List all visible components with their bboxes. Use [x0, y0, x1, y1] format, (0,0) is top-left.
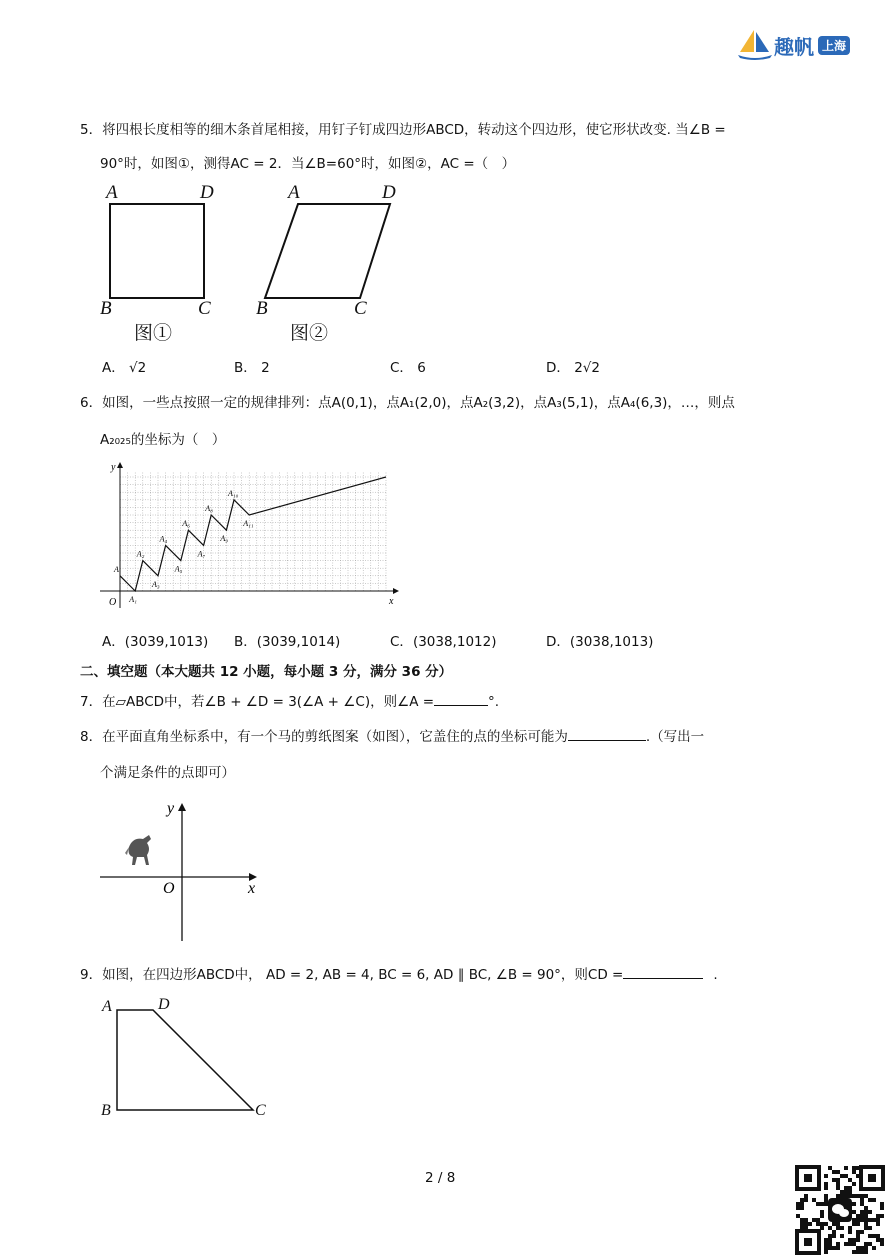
q6-figure	[95, 458, 405, 618]
fig1-label-d: D	[200, 182, 214, 203]
q5-line1: 5．将四根长度相等的细木条首尾相接，用钉子钉成四边形ABCD，转动这个四边形，使它形状改变. 当∠B =	[80, 122, 726, 138]
q6-line1: 6．如图，一些点按照一定的规律排列：点A(0,1)，点A₁(2,0)，点A₂(3,2)，点A₃(5,1)，点A₄(6,3)，…，则点	[80, 395, 735, 411]
q8-suffix: .（写出一	[645, 729, 705, 745]
q6-origin-label: O	[109, 597, 117, 608]
q6-point-label: A₇	[197, 549, 206, 559]
section2-title: 二、填空题（本大题共 12 小题，每小题 3 分，满分 36 分）	[80, 664, 453, 680]
q8-answer-blank[interactable]	[568, 728, 646, 741]
q6-option-c[interactable]: C．(3038,1012)	[390, 634, 497, 650]
q6-point-label: A₅	[174, 564, 183, 574]
q6-point-label: A₁	[129, 595, 137, 604]
q8-line1	[80, 725, 704, 745]
q9-prefix: 9．如图，在四边形ABCD中， AD = 2, AB = 4, BC = 6, AD ∥ BC, ∠B = 90°，则CD =	[80, 967, 624, 983]
q6-point-label: A₁₁	[243, 519, 254, 528]
q8-y-arrow	[178, 803, 186, 811]
q6-y-arrow	[117, 462, 123, 468]
fig2-label-b: B	[256, 298, 268, 319]
q6-axis-x-label: x	[389, 596, 394, 607]
q8-prefix: 8．在平面直角坐标系中，有一个马的剪纸图案（如图），它盖住的点的坐标可能为	[80, 729, 568, 745]
q7-answer-blank[interactable]	[434, 693, 488, 706]
q8-axis-x-label: x	[248, 880, 256, 897]
q6-point-label: A₆	[182, 519, 191, 529]
q5-option-d[interactable]: D． 2√2	[546, 360, 600, 376]
q9-answer-blank[interactable]	[623, 966, 703, 979]
q6-point-label: A	[114, 564, 119, 574]
q9-line	[80, 963, 718, 983]
horse-papercut-icon	[125, 835, 151, 865]
q7-prefix: 7．在▱ABCD中，若∠B + ∠D = 3(∠A + ∠C)，则∠A =	[80, 694, 435, 710]
q9-label-b: B	[101, 1102, 111, 1119]
sailboat-logo-icon	[736, 28, 774, 60]
q7-suffix: °.	[488, 694, 500, 710]
q6-point-label: A₃	[152, 579, 160, 589]
q9-label-c: C	[255, 1102, 266, 1119]
qr-code-icon[interactable]	[795, 1165, 885, 1255]
q5-option-b[interactable]: B． 2	[234, 360, 270, 376]
q6-point-label: A₈	[205, 504, 213, 513]
logo-badge: 上海	[818, 36, 850, 55]
q6-option-a[interactable]: A．(3039,1013)	[102, 634, 209, 650]
fig1-label-b: B	[100, 298, 112, 319]
q8-origin-label: O	[163, 880, 175, 897]
q6-axis-y-label: y	[111, 462, 116, 473]
q5-line2: 90°时，如图①，测得AC = 2．当∠B=60°时，如图②，AC =（ ）	[100, 156, 516, 172]
q8-axis-y-label: y	[167, 800, 175, 817]
q9-suffix: .	[713, 967, 718, 983]
q8-line2: 个满足条件的点即可）	[100, 765, 235, 781]
q6-point-label: A₉	[220, 534, 229, 544]
q6-grid	[120, 472, 386, 591]
q6-x-arrow	[393, 588, 399, 594]
square-abcd	[110, 204, 204, 298]
q8-figure	[95, 795, 275, 945]
q6-line2: A₂₀₂₅的坐标为（ ）	[100, 432, 226, 448]
q6-point-label: A₄	[159, 534, 168, 544]
q5-option-a[interactable]: A． √2	[102, 360, 147, 376]
q6-option-d[interactable]: D．(3038,1013)	[546, 634, 654, 650]
page-number: 2 / 8	[425, 1170, 456, 1186]
header-logo	[736, 28, 856, 62]
q9-label-a: A	[102, 998, 112, 1015]
q9-trapezoid-abcd	[117, 1010, 253, 1110]
q6-option-b[interactable]: B．(3039,1014)	[234, 634, 341, 650]
q9-label-d: D	[158, 996, 170, 1013]
q6-point-label: A₂	[136, 549, 145, 559]
fig2-label-c: C	[354, 298, 367, 319]
rhombus-abcd	[265, 204, 390, 298]
q7-line	[80, 690, 499, 710]
fig2-label-a: A	[288, 182, 300, 203]
q6-point-label: A₁₀	[228, 488, 239, 498]
q5-option-c[interactable]: C． 6	[390, 360, 426, 376]
fig2-label-d: D	[382, 182, 396, 203]
fig1-label-a: A	[106, 182, 118, 203]
fig2-caption: 图②	[290, 322, 329, 344]
logo-text: 趣帆	[774, 35, 814, 59]
fig1-label-c: C	[198, 298, 211, 319]
fig1-caption: 图①	[134, 322, 173, 344]
